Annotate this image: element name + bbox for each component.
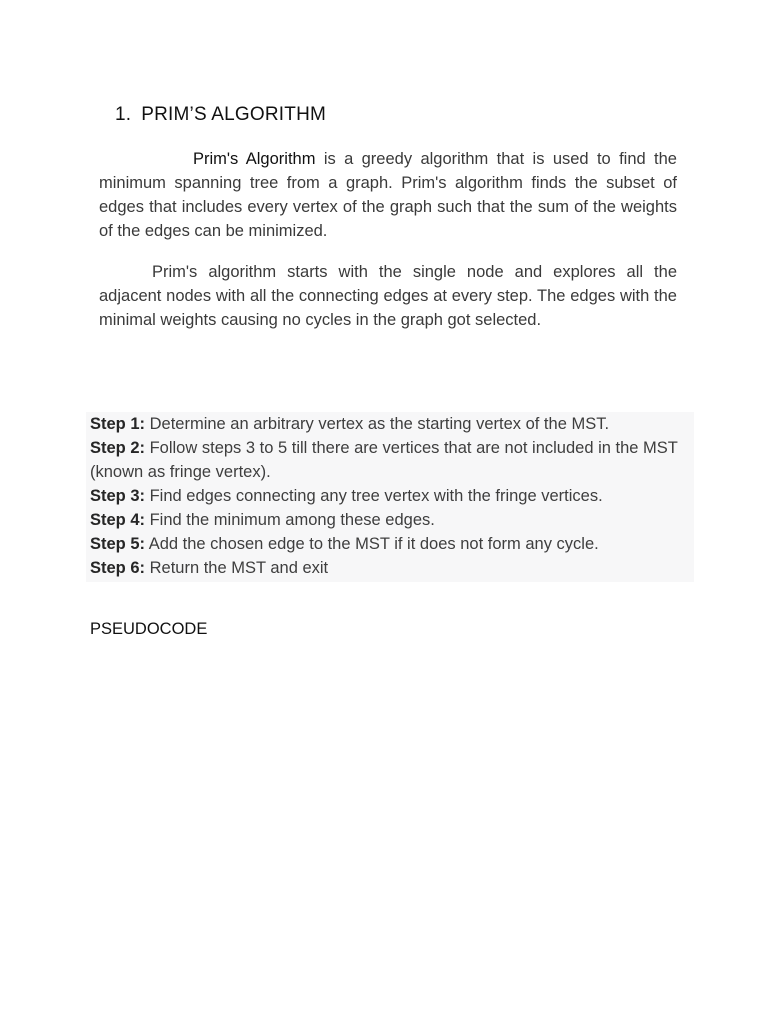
step-label: Step 2: xyxy=(90,439,146,457)
step-1 xyxy=(90,412,690,436)
step-3 xyxy=(90,484,690,508)
step-text: Find edges connecting any tree vertex with the fringe vertices. xyxy=(145,487,603,505)
step-text: Add the chosen edge to the MST if it does not form any cycle. xyxy=(145,535,599,553)
step-2 xyxy=(90,436,690,484)
section-heading xyxy=(115,104,326,126)
step-6 xyxy=(90,556,690,580)
step-label: Step 1: xyxy=(90,415,146,433)
step-text: Find the minimum among these edges. xyxy=(145,511,435,529)
description-paragraph: Prim's algorithm starts with the single node and explores all the adjacent nodes with all the connecting edges at every step. The edges with the minimal weights causing no cycles in the graph got selected. xyxy=(99,263,677,329)
section-number: 1. xyxy=(115,104,132,125)
step-label: Step 6: xyxy=(90,559,146,577)
step-label: Step 4: xyxy=(90,511,146,529)
intro-paragraph xyxy=(99,147,677,243)
step-text: Determine an arbitrary vertex as the starting vertex of the MST. xyxy=(145,415,610,433)
step-text: Follow steps 3 to 5 till there are vertices that are not included in the MST (known as fringe vertex). xyxy=(90,439,678,481)
step-label: Step 3: xyxy=(90,487,146,505)
step-text: Return the MST and exit xyxy=(145,559,329,577)
pseudocode-heading: PSEUDOCODE xyxy=(90,620,208,638)
section-title: PRIM’S ALGORITHM xyxy=(141,104,327,125)
intro-lead-term: Prim's Algorithm xyxy=(193,150,316,168)
intro-text: is a greedy algorithm that is used to find the minimum spanning tree from a graph. Prim's algorithm finds the subset of edges that includes every vertex of the graph such that the sum of the weights of the edges can be minimized. xyxy=(99,150,677,240)
step-5 xyxy=(90,532,690,556)
step-4 xyxy=(90,508,690,532)
step-label: Step 5: xyxy=(90,535,146,553)
steps-list xyxy=(86,412,694,582)
